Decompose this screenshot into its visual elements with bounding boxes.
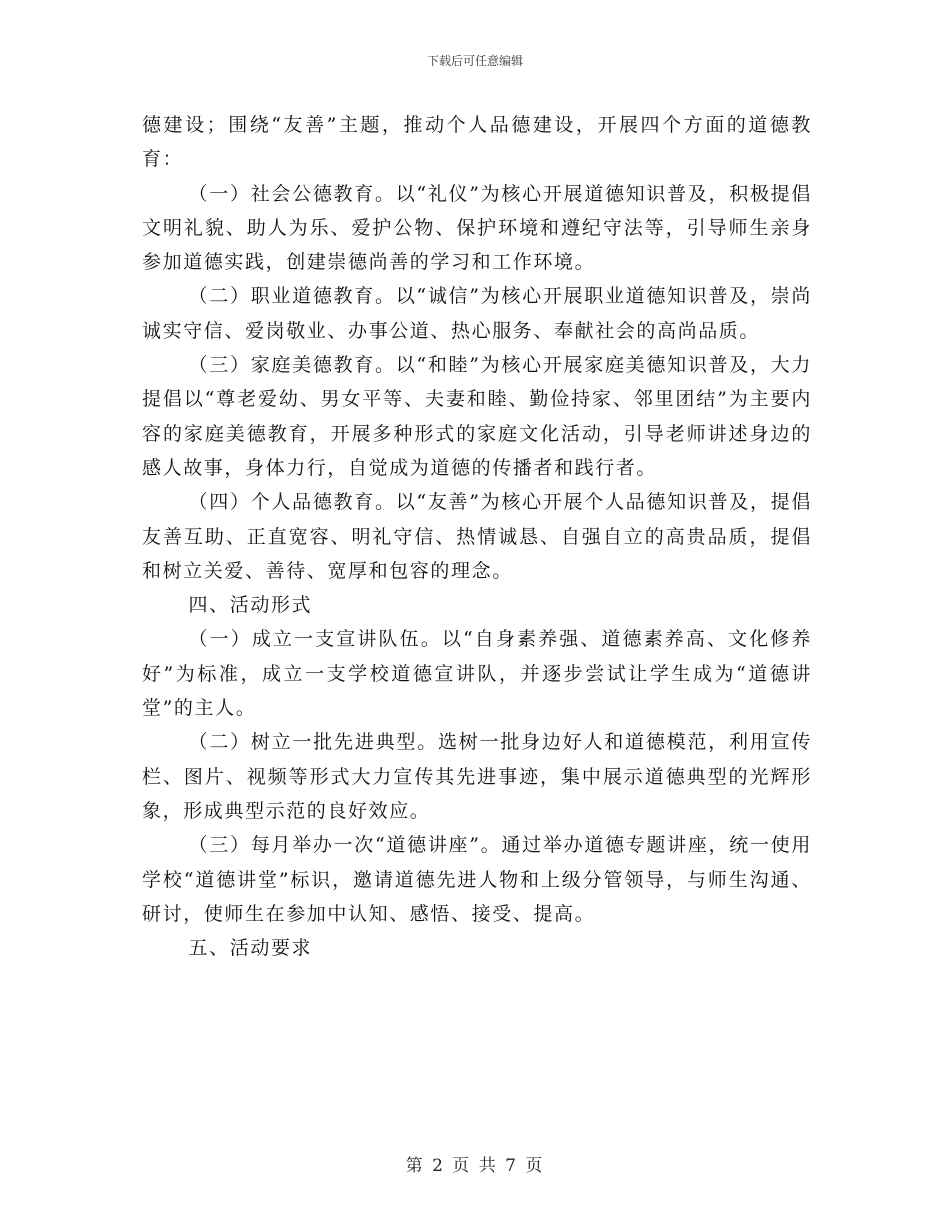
section-heading: 四、活动形式 — [188, 594, 313, 617]
body-paragraph: （一）成立一支宣讲队伍。以“自身素养强、道德素养高、文化修养好”为标准，成立一支学校道德宣讲队，并逐步尝试让学生成为“道德讲堂”的主人。 — [142, 628, 812, 720]
section-heading: 五、活动要求 — [188, 937, 313, 960]
body-paragraph: （二）树立一批先进典型。选树一批身边好人和道德模范，利用宣传栏、图片、视频等形式大力宣传其先进事迹，集中展示道德典型的光辉形象，形成典型示范的良好效应。 — [142, 731, 812, 822]
body-paragraph: （三）每月举办一次“道德讲座”。通过举办道德专题讲座，统一使用学校“道德讲堂”标识，邀请道德先进人物和上级分管领导，与师生沟通、研讨，使师生在参加中认知、感悟、接受、提高。 — [142, 834, 812, 925]
body-paragraph: （四）个人品德教育。以“友善”为核心开展个人品德知识普及，提倡友善互助、正直宽容、明礼守信、热情诚恳、自强自立的高贵品质，提倡和树立关爱、善待、宽厚和包容的理念。 — [142, 491, 812, 582]
body-paragraph: 德建设；围绕“友善”主题，推动个人品德建设，开展四个方面的道德教育： — [142, 114, 812, 171]
body-paragraph: （一）社会公德教育。以“礼仪”为核心开展道德知识普及，积极提倡文明礼貌、助人为乐、爱护公物、保护环境和遵纪守法等，引导师生亲身参加道德实践，创建崇德尚善的学习和工作环境。 — [142, 182, 812, 274]
document-body — [142, 108, 812, 965]
page-number-footer: 第 2 页 共 7 页 — [405, 1156, 545, 1176]
body-paragraph: （二）职业道德教育。以“诚信”为核心开展职业道德知识普及，崇尚诚实守信、爱岗敬业、办事公道、热心服务、奉献社会的高尚品质。 — [142, 285, 812, 342]
page-header: 下载后可任意编辑 — [426, 54, 523, 68]
body-paragraph: （三）家庭美德教育。以“和睦”为核心开展家庭美德知识普及，大力提倡以“尊老爱幼、男女平等、夫妻和睦、勤俭持家、邻里团结”为主要内容的家庭美德教育，开展多种形式的家庭文化活动，引导老师讲述身边的感人故事，身体力行，自觉成为道德的传播者和践行者。 — [142, 354, 812, 479]
